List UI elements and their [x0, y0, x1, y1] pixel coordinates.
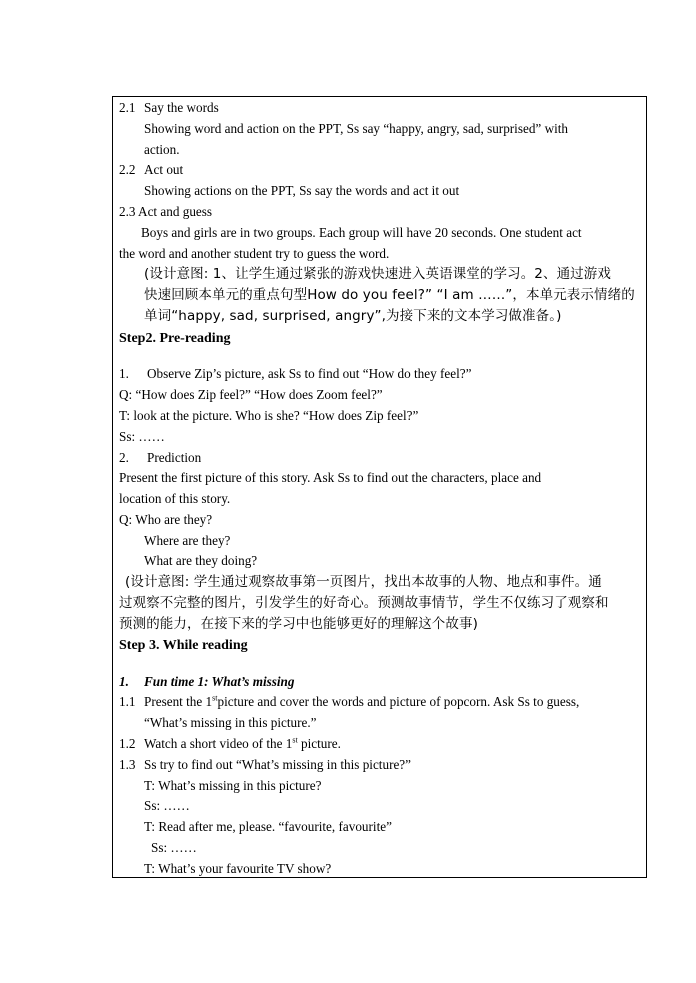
- body-text: Boys and girls are in two groups. Each group will have 20 seconds. One student act: [141, 225, 582, 240]
- question-line: Where are they?: [144, 533, 231, 548]
- body-text-part: picture.: [297, 736, 341, 751]
- teacher-line: T: What’s missing in this picture?: [144, 778, 322, 793]
- list-text: Prediction: [147, 450, 202, 465]
- students-line: Ss: ……: [144, 798, 190, 813]
- question-line: Q: Who are they?: [119, 512, 213, 527]
- teacher-line: T: Read after me, please. “favourite, favourite”: [144, 819, 392, 834]
- body-text: Showing word and action on the PPT, Ss say “happy, angry, sad, surprised” with: [144, 121, 569, 136]
- students-line: Ss: ……: [119, 429, 165, 444]
- design-note: (设计意图: 1、让学生通过紧张的游戏快速进入英语课堂的学习。2、通过游戏: [144, 266, 611, 282]
- list-number: 2.: [119, 450, 129, 465]
- section-number: 1.3: [119, 757, 136, 772]
- body-text: the word and another student try to guess the word.: [119, 246, 390, 261]
- design-note: 单词“happy, sad, surprised, angry”,为接下来的文本学习做准备。): [144, 308, 562, 324]
- body-text-part: Present the 1: [144, 694, 213, 709]
- section-title: Act out: [144, 162, 184, 177]
- design-note: (设计意图: 学生通过观察故事第一页图片，找出本故事的人物、地点和事件。通: [125, 574, 602, 590]
- ordinal-suffix: st: [292, 735, 298, 745]
- list-text: Observe Zip’s picture, ask Ss to find out “How do they feel?”: [147, 366, 472, 381]
- body-text: [144, 694, 579, 710]
- design-note: 过观察不完整的图片，引发学生的好奇心。预测故事情节，学生不仅练习了观察和: [119, 595, 609, 611]
- step-heading: Step2. Pre-reading: [119, 331, 231, 346]
- list-number: 1.: [119, 674, 129, 689]
- body-text-part: picture and cover the words and picture of popcorn. Ask Ss to guess,: [217, 694, 580, 709]
- ordinal-suffix: st: [212, 693, 218, 703]
- body-text-part: Watch a short video of the 1: [144, 736, 293, 751]
- body-text: Present the first picture of this story. Ask Ss to find out the characters, place and: [119, 470, 542, 485]
- teacher-line: T: What’s your favourite TV show?: [144, 861, 332, 876]
- question-line: What are they doing?: [144, 553, 258, 568]
- design-note: 预测的能力，在接下来的学习中也能够更好的理解这个故事): [119, 616, 478, 632]
- section-title: Say the words: [144, 100, 219, 115]
- list-number: 1.: [119, 366, 129, 381]
- section-number: 2.1: [119, 100, 136, 115]
- students-line: Ss: ……: [151, 840, 197, 855]
- body-text: [144, 736, 341, 752]
- body-text: location of this story.: [119, 491, 231, 506]
- body-text: “What’s missing in this picture.”: [144, 715, 317, 730]
- step-heading: Step 3. While reading: [119, 638, 248, 653]
- design-note: 快速回顾本单元的重点句型How do you feel?” “I am ……”，本单元表示情绪的: [144, 287, 635, 303]
- section-number: 1.1: [119, 694, 136, 709]
- section-title: 2.3 Act and guess: [119, 204, 213, 219]
- subheading: Fun time 1: What’s missing: [144, 674, 295, 689]
- body-text: Showing actions on the PPT, Ss say the words and act it out: [144, 183, 460, 198]
- question-line: Q: “How does Zip feel?” “How does Zoom feel?”: [119, 387, 383, 402]
- body-text: action.: [144, 142, 180, 157]
- section-number: 2.2: [119, 162, 136, 177]
- section-number: 1.2: [119, 736, 136, 751]
- body-text: Ss try to find out “What’s missing in this picture?”: [144, 757, 412, 772]
- teacher-line: T: look at the picture. Who is she? “How does Zip feel?”: [119, 408, 419, 423]
